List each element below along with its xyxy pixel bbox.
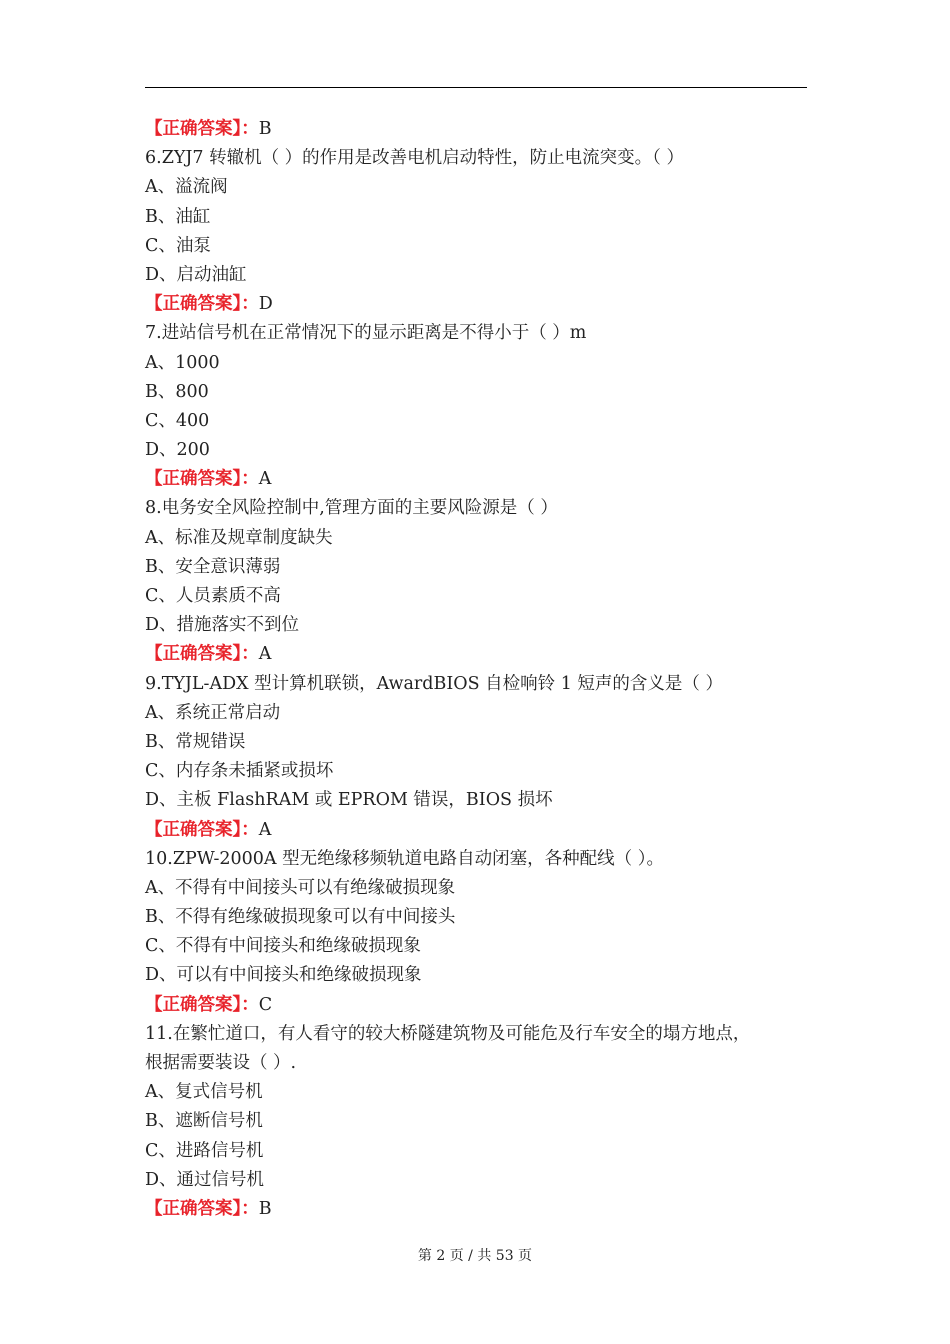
page-footer [0, 1245, 950, 1265]
answer-line [145, 991, 807, 1020]
answer-value: B [258, 119, 272, 139]
answer-line [145, 465, 807, 494]
option-a: A、1000 [145, 352, 220, 373]
option-c: C、不得有中间接头和绝缘破损现象 [145, 936, 421, 957]
option-d: D、措施落实不到位 [145, 615, 300, 636]
answer-label: 【正确答案】： [145, 294, 259, 315]
answer-value: D [258, 294, 273, 315]
option-c: C、进路信号机 [145, 1140, 264, 1161]
answer-label: 【正确答案】： [145, 1198, 259, 1219]
answer-line [145, 115, 807, 144]
option-c: C、400 [145, 410, 210, 431]
answer-line [145, 640, 807, 669]
answer-label: 【正确答案】： [145, 994, 259, 1015]
question-stem: 7.进站信号机在正常情况下的显示距离是不得小于（ ）m [145, 323, 587, 344]
option-a: A、溢流阀 [145, 177, 228, 198]
answer-value: B [258, 1198, 272, 1219]
question-stem: 6.ZYJ7 转辙机（ ）的作用是改善电机启动特性，防止电流突变。（ ） [145, 148, 684, 169]
answer-label: 【正确答案】： [145, 819, 259, 840]
option-d: D、可以有中间接头和绝缘破损现象 [145, 965, 422, 986]
option-d: D、主板 FlashRAM 或 EPROM 错误，BIOS 损坏 [145, 790, 553, 811]
option-b: B、常规错误 [145, 731, 246, 752]
page-number: 第 2 页 / 共 53 页 [417, 1248, 533, 1264]
answer-line [145, 816, 807, 845]
page-content [145, 115, 807, 1224]
answer-value: A [258, 644, 272, 665]
option-b: B、安全意识薄弱 [145, 556, 281, 577]
question-stem: 8.电务安全风险控制中,管理方面的主要风险源是（ ） [145, 498, 558, 519]
answer-line [145, 290, 807, 319]
answer-label: 【正确答案】： [145, 469, 259, 490]
question-stem: 10.ZPW-2000A 型无绝缘移频轨道电路自动闭塞，各种配线（ ）。 [145, 848, 664, 869]
header-rule [145, 87, 807, 88]
option-b: B、800 [145, 381, 209, 402]
answer-value: C [258, 994, 273, 1015]
option-a: A、不得有中间接头可以有绝缘破损现象 [145, 877, 456, 898]
option-d: D、启动油缸 [145, 264, 247, 285]
answer-label: 【正确答案】： [145, 119, 259, 139]
answer-value: A [258, 819, 272, 840]
option-d: D、200 [145, 440, 210, 461]
option-a: A、系统正常启动 [145, 702, 281, 723]
question-stem: 11.在繁忙道口，有人看守的较大桥隧建筑物及可能危及行车安全的塌方地点， [145, 1023, 751, 1044]
option-b: B、不得有绝缘破损现象可以有中间接头 [145, 907, 456, 928]
answer-line [145, 1195, 807, 1224]
option-d: D、通过信号机 [145, 1169, 265, 1190]
option-b: B、油缸 [145, 206, 211, 227]
option-c: C、内存条未插紧或损坏 [145, 761, 334, 782]
option-c: C、油泵 [145, 235, 211, 256]
question-stem-continued: 根据需要装设（ ）. [145, 1053, 297, 1073]
question-stem: 9.TYJL-ADX 型计算机联锁，AwardBIOS 自检响铃 1 短声的含义是（ ） [145, 673, 723, 694]
option-c: C、人员素质不高 [145, 586, 281, 606]
option-a: A、复式信号机 [145, 1082, 263, 1103]
option-a: A、标准及规章制度缺失 [145, 527, 333, 548]
answer-value: A [258, 469, 272, 490]
answer-label: 【正确答案】： [145, 644, 259, 665]
option-b: B、遮断信号机 [145, 1111, 263, 1132]
